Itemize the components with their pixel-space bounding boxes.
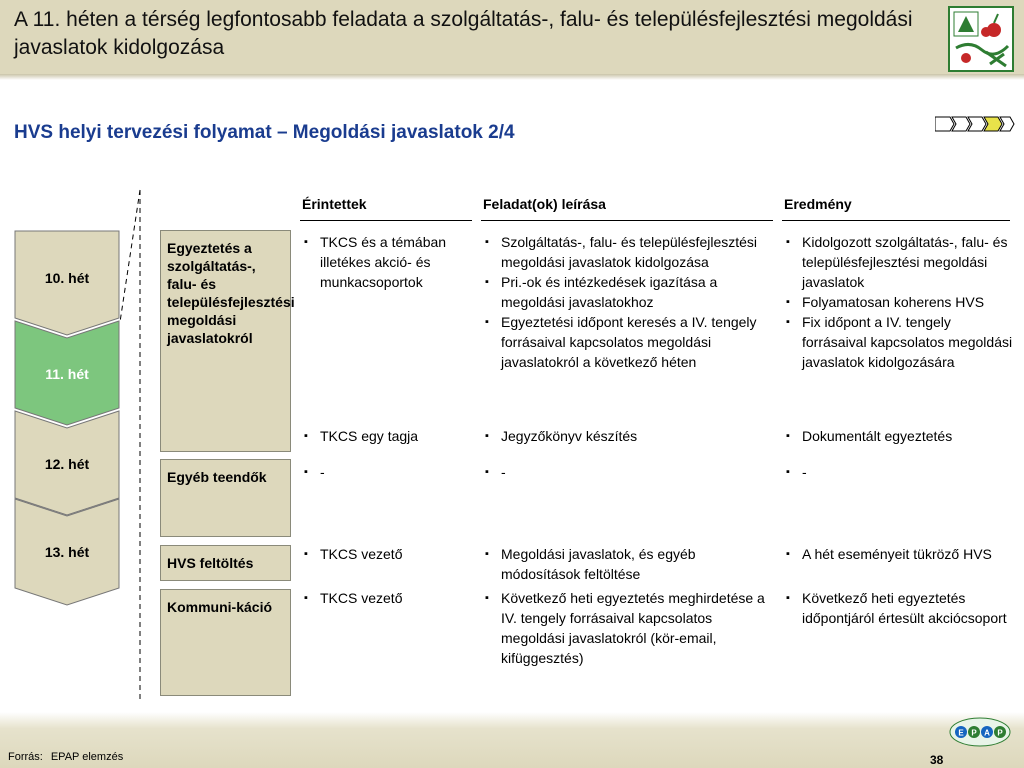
cell-r2-erintettek bbox=[300, 462, 472, 482]
cell-r1b-feladat bbox=[481, 426, 773, 446]
list-item: ▪ Megoldási javaslatok, és egyéb módosítások feltöltése bbox=[481, 544, 773, 584]
cell-r1a-eredmeny bbox=[782, 232, 1014, 372]
list-item: ▪ Dokumentált egyeztetés bbox=[782, 426, 1014, 446]
category-kommunikacio: Kommuni-káció bbox=[160, 589, 291, 696]
cell-r2-feladat bbox=[481, 462, 773, 482]
cell-r1a-feladat bbox=[481, 232, 773, 372]
week-label: 13. hét bbox=[44, 544, 90, 560]
footer-band bbox=[0, 712, 1024, 768]
cell-r1a-erintettek bbox=[300, 232, 472, 292]
svg-text:A: A bbox=[984, 728, 990, 738]
cell-r3-erintettek bbox=[300, 544, 472, 564]
column-divider bbox=[481, 220, 773, 221]
cell-r1b-erintettek bbox=[300, 426, 472, 446]
column-divider bbox=[300, 220, 472, 221]
cell-r4-erintettek bbox=[300, 588, 472, 608]
page-number: 38 bbox=[930, 753, 944, 767]
column-header-erintettek: Érintettek bbox=[302, 196, 367, 212]
footer-source bbox=[8, 751, 123, 763]
list-item: ▪ TKCS egy tagja bbox=[300, 426, 472, 446]
list-item: ▪ TKCS és a témában illetékes akció- és munkacsoportok bbox=[300, 232, 472, 292]
cell-r4-eredmeny bbox=[782, 588, 1014, 628]
section-subtitle: HVS helyi tervezési folyamat – Megoldási javaslatok 2/4 bbox=[14, 122, 515, 143]
source-value: EPAP elemzés bbox=[50, 751, 124, 763]
cell-r3-feladat bbox=[481, 544, 773, 584]
header-shadow bbox=[0, 74, 1024, 80]
list-item: ▪ - bbox=[782, 462, 1014, 482]
slide-title: A 11. héten a térség legfontosabb feladata a szolgáltatás-, falu- és településfejlesztési megoldási javaslatok kidolgozása bbox=[14, 8, 913, 59]
svg-text:P: P bbox=[971, 728, 977, 738]
week-label: 11. hét bbox=[45, 366, 89, 382]
category-egyeb: Egyéb teendők bbox=[160, 459, 291, 537]
svg-text:E: E bbox=[958, 728, 964, 738]
list-item: ▪ Szolgáltatás-, falu- és településfejlesztési megoldási javaslatok kidolgozása bbox=[481, 232, 773, 272]
list-item: ▪ Kidolgozott szolgáltatás-, falu- és településfejlesztési megoldási javaslatok bbox=[782, 232, 1014, 292]
list-item: ▪ TKCS vezető bbox=[300, 588, 472, 608]
list-item: ▪ - bbox=[481, 462, 773, 482]
column-header-eredmeny: Eredmény bbox=[784, 196, 852, 212]
svg-text:P: P bbox=[997, 728, 1003, 738]
cell-r1b-eredmeny bbox=[782, 426, 1014, 446]
cell-r3-eredmeny bbox=[782, 544, 1014, 564]
region-logo-icon bbox=[948, 6, 1014, 72]
list-item: ▪ Folyamatosan koherens HVS bbox=[782, 292, 1014, 312]
week-label: 10. hét bbox=[44, 270, 90, 286]
list-item: ▪ Fix időpont a IV. tengely forrásaival kapcsolatos megoldási javaslatok kidolgozására bbox=[782, 312, 1014, 372]
cell-r4-feladat bbox=[481, 588, 773, 668]
list-item: ▪ Pri.-ok és intézkedések igazítása a megoldási javaslatokhoz bbox=[481, 272, 773, 312]
column-header-feladat: Feladat(ok) leírása bbox=[483, 196, 606, 212]
epap-logo-icon bbox=[948, 716, 1012, 748]
category-hvs-feltoltes: HVS feltöltés bbox=[160, 545, 291, 581]
list-item: ▪ Következő heti egyeztetés időpontjáról értesült akciócsoport bbox=[782, 588, 1014, 628]
cell-r2-eredmeny bbox=[782, 462, 1014, 482]
list-item: ▪ - bbox=[300, 462, 472, 482]
list-item: ▪ Jegyzőkönyv készítés bbox=[481, 426, 773, 446]
progress-chevrons bbox=[935, 116, 1015, 132]
column-divider bbox=[782, 220, 1010, 221]
week-label: 12. hét bbox=[44, 456, 90, 472]
list-item: ▪ Egyeztetési időpont keresés a IV. tengely forrásaival kapcsolatos megoldási javaslatokról a következő héten bbox=[481, 312, 773, 372]
list-item: ▪ A hét eseményeit tükröző HVS bbox=[782, 544, 1014, 564]
week-13 bbox=[14, 498, 120, 606]
source-label: Forrás: bbox=[8, 751, 43, 763]
list-item: ▪ TKCS vezető bbox=[300, 544, 472, 564]
category-egyeztetes: Egyeztetés a szolgáltatás-, falu- és településfejlesztési megoldási javaslatokról bbox=[160, 230, 291, 452]
list-item: ▪ Következő heti egyeztetés meghirdetése a IV. tengely forrásaival kapcsolatos megoldási javaslatokról (kör-email, kifüggesztés) bbox=[481, 588, 773, 668]
